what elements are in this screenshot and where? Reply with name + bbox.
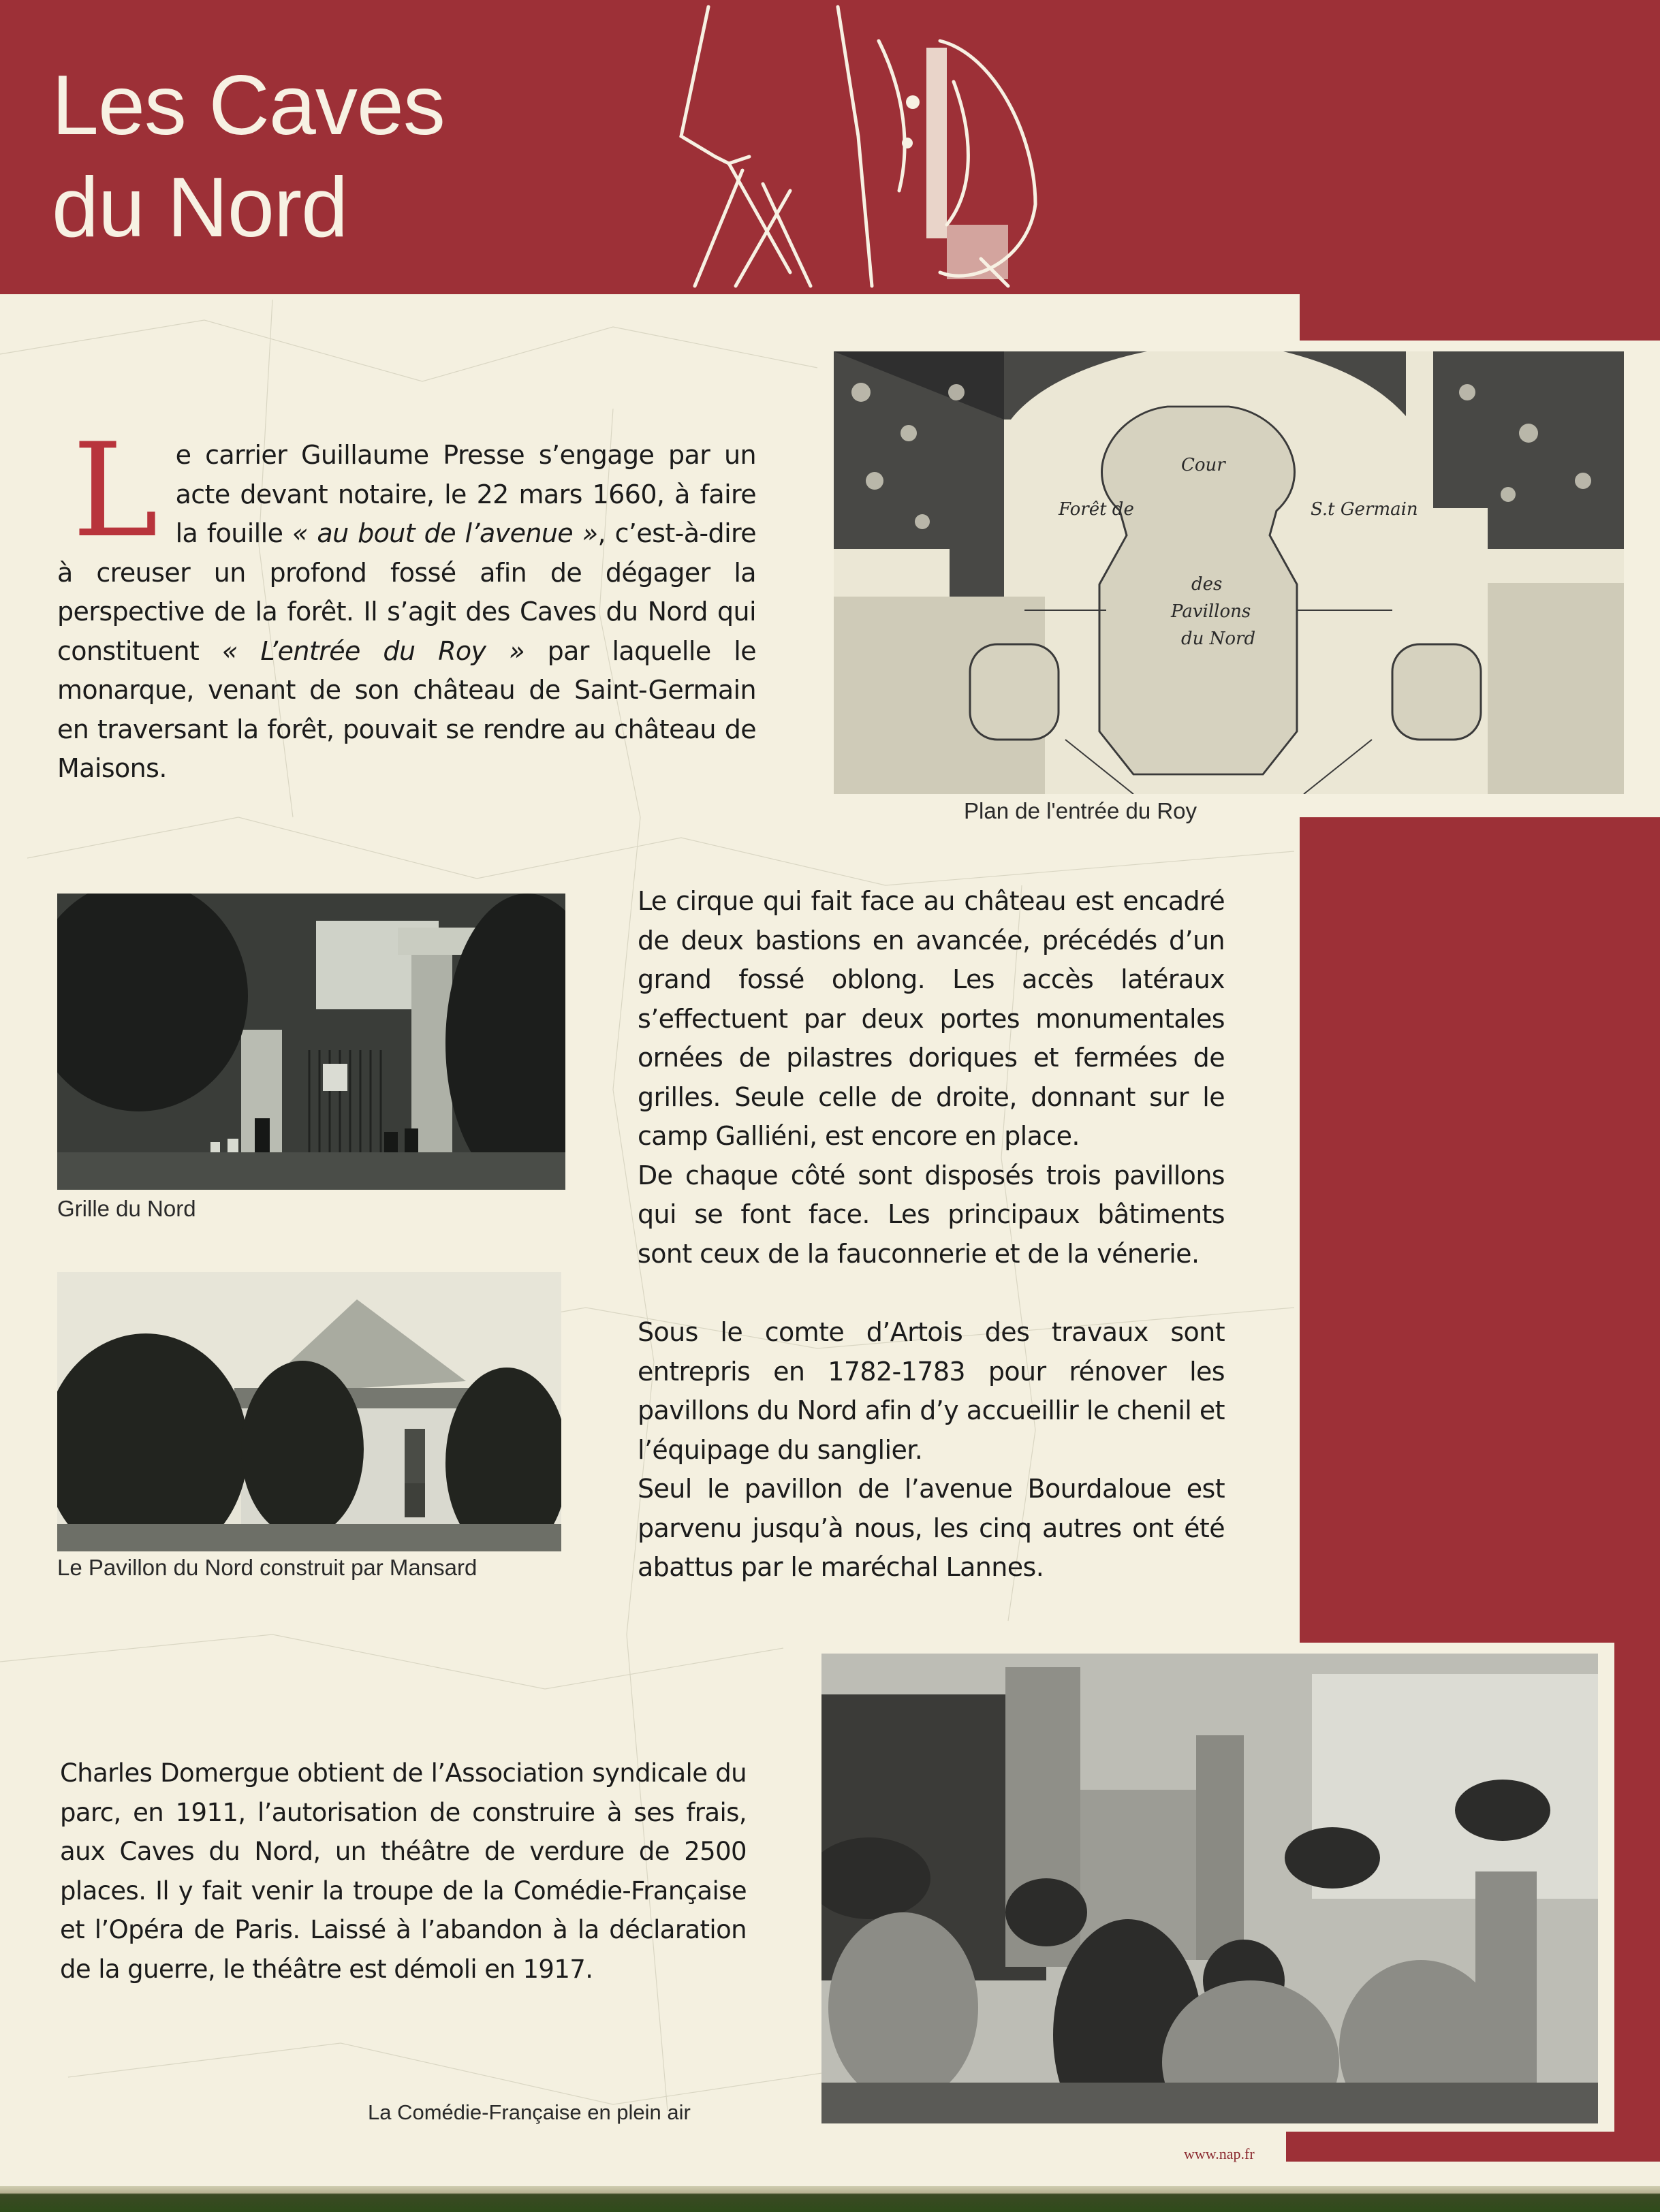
page-title xyxy=(52,54,445,259)
red-bar-bottom xyxy=(1286,2132,1660,2162)
grille-caption: Grille du Nord xyxy=(57,1196,196,1221)
plan-entree-du-roy-image xyxy=(834,351,1624,794)
intro-text-1: e carrier Guillaume Presse s’engage par un acte devant notaire, le 22 mars 1660, à faire la fouille xyxy=(175,440,756,548)
intro-quote-1: « au bout de l’avenue » xyxy=(292,518,598,548)
pavillon-du-nord-photo xyxy=(57,1272,561,1551)
title-illustration xyxy=(654,0,1308,294)
drop-cap: L xyxy=(72,415,158,566)
intro-text-3: par laquelle le monarque, venant de son château de Saint-Germain en traversant la forêt, pouvait se rendre au château de Maisons. xyxy=(57,635,756,783)
publisher-credit: www.nap.fr xyxy=(1184,2145,1255,2162)
grille-du-nord-photo xyxy=(57,894,565,1190)
middle-paragraph-4: Seul le pavillon de l’avenue Bourdaloue est parvenu jusqu’à nous, les cinq autres ont été abattus par le maréchal Lannes. xyxy=(638,1474,1225,1582)
comedie-francaise-photo xyxy=(821,1654,1598,2123)
plan-label-foret: Forêt de xyxy=(1059,499,1134,520)
pavillon-caption: Le Pavillon du Nord construit par Mansard xyxy=(57,1555,477,1580)
intro-quote-2: « L’entrée du Roy » xyxy=(221,635,524,666)
plan-caption: Plan de l'entrée du Roy xyxy=(964,798,1197,823)
title-line-1: Les Caves xyxy=(52,59,445,153)
middle-paragraph-1: Le cirque qui fait face au château est encadré de deux bastions en avancée, précédés d’un grand fossé oblong. Les accès latéraux s’effectuent par deux portes monumentales ornées de pilastres doriques et fermées de grilles. Seule celle de droite, donnant sur le camp Galliéni, est encore en place. xyxy=(638,886,1225,1151)
title-line-2: du Nord xyxy=(52,161,348,255)
bottom-text xyxy=(60,1754,747,1989)
intro-text-2: , c’est-à-dire à creuser un profond fossé afin de dégager la perspective de la forêt. Il s’agit des Caves du Nord qui constituent xyxy=(57,518,756,666)
grass-foreground xyxy=(0,2186,1660,2212)
plan-label-des: des xyxy=(1191,574,1223,595)
plan-label-pavillons: Pavillons xyxy=(1171,601,1251,622)
middle-paragraph-2: De chaque côté sont disposés trois pavillons qui se font face. Les principaux bâtiments sont ceux de la fauconnerie et de la vénerie. xyxy=(638,1160,1225,1269)
middle-paragraph-3: Sous le comte d’Artois des travaux sont entrepris en 1782-1783 pour rénover les pavillons du Nord afin d’y accueillir le chenil et l’équipage du sanglier. xyxy=(638,1317,1225,1465)
bottom-paragraph: Charles Domergue obtient de l’Association syndicale du parc, en 1911, l’autorisation de construire à ses frais, aux Caves du Nord, un théâtre de verdure de 2500 places. Il y fait venir la troupe de la Comédie-Française et l’Opéra de Paris. Laissé à l’abandon à la déclaration de la guerre, le théâtre est démoli en 1917. xyxy=(60,1758,747,1984)
plan-label-du-nord: du Nord xyxy=(1181,629,1256,649)
middle-text xyxy=(638,882,1225,1587)
plan-label-cour: Cour xyxy=(1181,455,1225,475)
theatre-caption: La Comédie-Française en plein air xyxy=(368,2100,691,2124)
plan-label-st-germain: S.t Germain xyxy=(1311,499,1418,520)
intro-paragraph xyxy=(57,415,756,789)
